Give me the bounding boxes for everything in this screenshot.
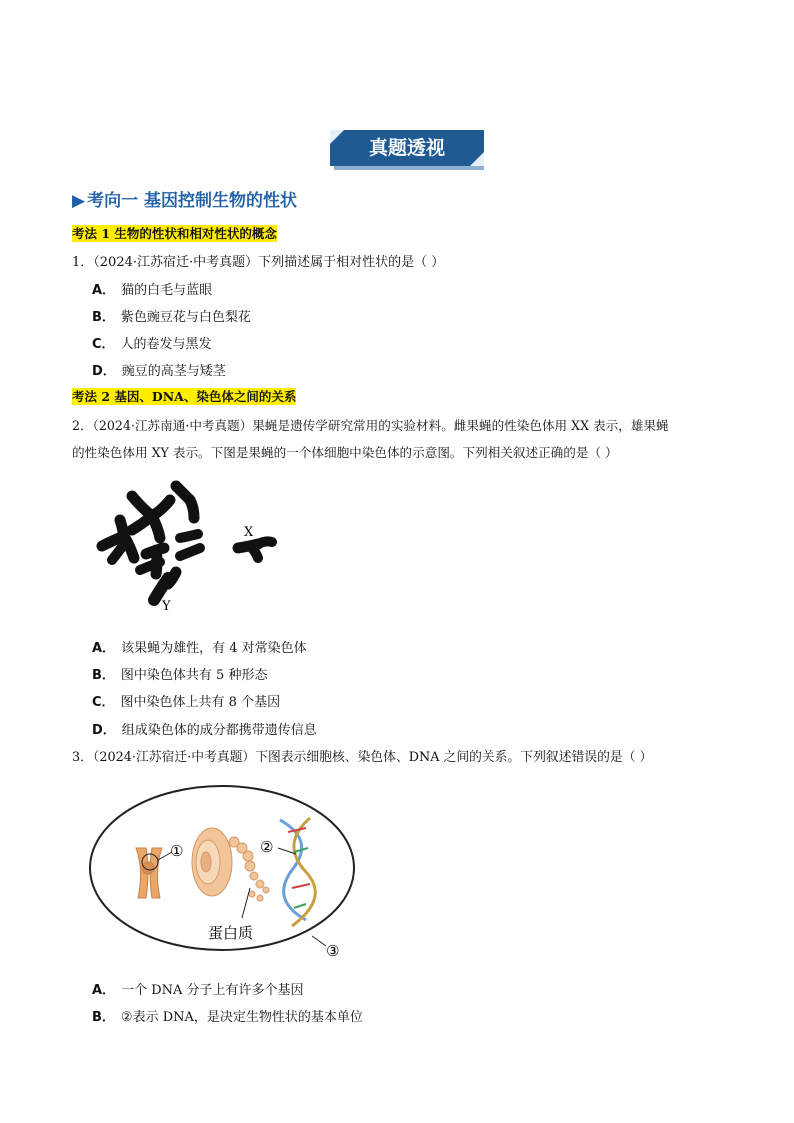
section-title: 考向一 基因控制生物的性状	[87, 191, 297, 211]
question-1-option-b: B． 紫色豌豆花与白色梨花	[92, 310, 251, 325]
question-1-stem: 1．（2024·江苏宿迁·中考真题）下列描述属于相对性状的是（ ）	[72, 255, 445, 270]
question-2-option-a: A． 该果蝇为雄性，有 4 对常染色体	[92, 641, 307, 656]
section-heading	[72, 186, 297, 211]
coiled-fiber-drawing	[192, 828, 269, 901]
question-2-option-d: D． 组成染色体的成分都携带遗传信息	[92, 723, 317, 738]
section-banner	[330, 130, 484, 170]
label-x: X	[244, 525, 254, 540]
question-2-stem-line-1: 2．（2024·江苏南通·中考真题）果蝇是遗传学研究常用的实验材料。雌果蝇的性染色体用 XX 表示，雄果蝇	[72, 418, 669, 433]
question-2-option-b: B． 图中染色体共有 5 种形态	[92, 668, 268, 683]
question-2-option-c: C． 图中染色体上共有 8 个基因	[92, 695, 281, 710]
triangle-marker-icon: ▶	[72, 191, 86, 211]
nucleus-figure	[84, 780, 364, 970]
topic-label-1	[72, 224, 277, 242]
topic-highlight-2: 考法 2 基因、DNA、染色体之间的关系	[72, 389, 297, 404]
question-3-option-b: B． ②表示 DNA，是决定生物性状的基本单位	[92, 1010, 363, 1025]
topic-label-2	[72, 387, 296, 405]
topic-highlight-1: 考法 1 生物的性状和相对性状的概念	[72, 226, 277, 241]
chromosome-figure	[90, 478, 290, 618]
dna-helix-drawing	[280, 818, 315, 926]
question-1-option-c: C． 人的卷发与黑发	[92, 337, 212, 352]
label-1: ①	[170, 842, 184, 860]
question-1-option-d: D． 豌豆的高茎与矮茎	[92, 364, 226, 379]
chromosome-shapes	[102, 486, 272, 600]
question-3-option-a: A． 一个 DNA 分子上有许多个基因	[92, 983, 304, 998]
question-3-stem: 3．（2024·江苏宿迁·中考真题）下图表示细胞核、染色体、DNA 之间的关系。下列叙述错误的是（ ）	[72, 750, 653, 765]
chromosome-drawing	[136, 848, 162, 898]
question-1-option-a: A． 猫的白毛与蓝眼	[92, 283, 213, 298]
label-3: ③	[326, 942, 340, 960]
label-2: ②	[260, 838, 274, 856]
label-y: Y	[162, 599, 171, 614]
question-2-stem-line-2: 的性染色体用 XY 表示。下图是果蝇的一个体细胞中染色体的示意图。下列相关叙述正确的是（ ）	[72, 445, 618, 460]
banner-title: 真题透视	[368, 137, 445, 159]
label-protein: 蛋白质	[208, 924, 254, 942]
